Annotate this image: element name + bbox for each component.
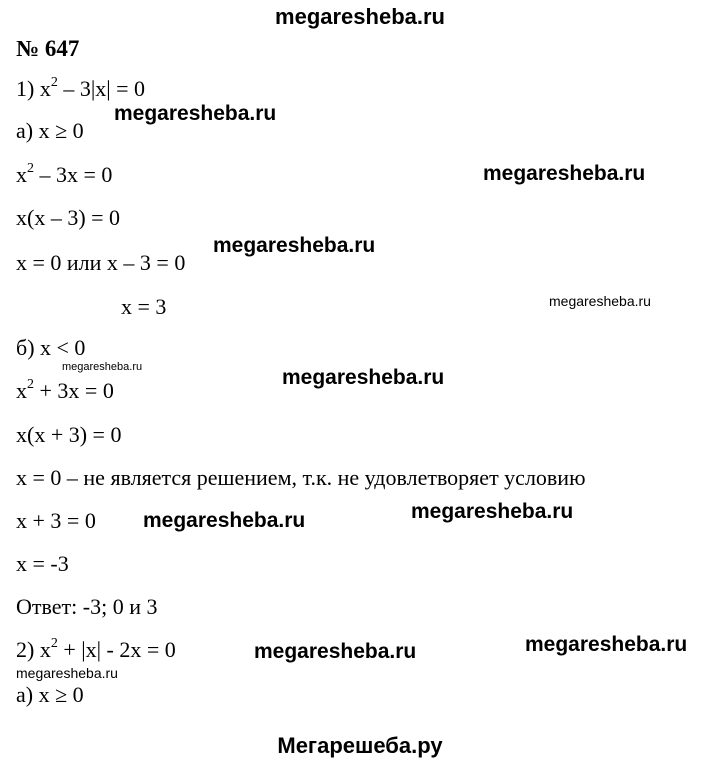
- watermark: megaresheba.ru: [254, 640, 417, 663]
- equation-line: x(x – 3) = 0: [16, 205, 121, 230]
- explanation-line: x = 0 – не является решением, т.к. не удовлетворяет условию: [16, 465, 586, 490]
- watermark: megaresheba.ru: [282, 366, 445, 389]
- case-a-condition: а) x ≥ 0: [16, 118, 84, 143]
- site-header: megaresheba.ru: [275, 4, 445, 29]
- equation-line: 2) $x^2 + |x| - 2x = 0$: [16, 635, 176, 662]
- watermark: megaresheba.ru: [213, 234, 376, 257]
- watermark: megaresheba.ru: [143, 509, 306, 532]
- watermark: megaresheba.ru: [114, 102, 277, 125]
- equation-line: $x^2 - 3x = 0$: [16, 160, 113, 187]
- footer-brand: Мегарешеба.ру: [277, 733, 443, 758]
- case-a-condition: а) x ≥ 0: [16, 682, 84, 707]
- watermark: megaresheba.ru: [483, 162, 646, 185]
- equation-line: x(x + 3) = 0: [16, 422, 122, 447]
- watermark: megaresheba.ru: [411, 500, 574, 523]
- equation-line: 1) $x^2 - 3|x| = 0$: [16, 74, 146, 101]
- watermark: megaresheba.ru: [16, 665, 118, 681]
- problem-number: № 647: [16, 36, 80, 61]
- equation-line: x = 0 или x – 3 = 0: [16, 250, 186, 275]
- equation-line: x = 3: [121, 294, 167, 319]
- watermark: megaresheba.ru: [525, 633, 688, 656]
- equation-line: x + 3 = 0: [16, 508, 96, 533]
- equation-line: $x^2 + 3x = 0$: [16, 376, 114, 403]
- equation-line: x = -3: [16, 551, 69, 576]
- case-b-condition: б) x < 0: [16, 335, 86, 360]
- watermark: megaresheba.ru: [62, 361, 143, 373]
- answer-line: Ответ: -3; 0 и 3: [16, 594, 158, 619]
- watermark: megaresheba.ru: [549, 293, 651, 309]
